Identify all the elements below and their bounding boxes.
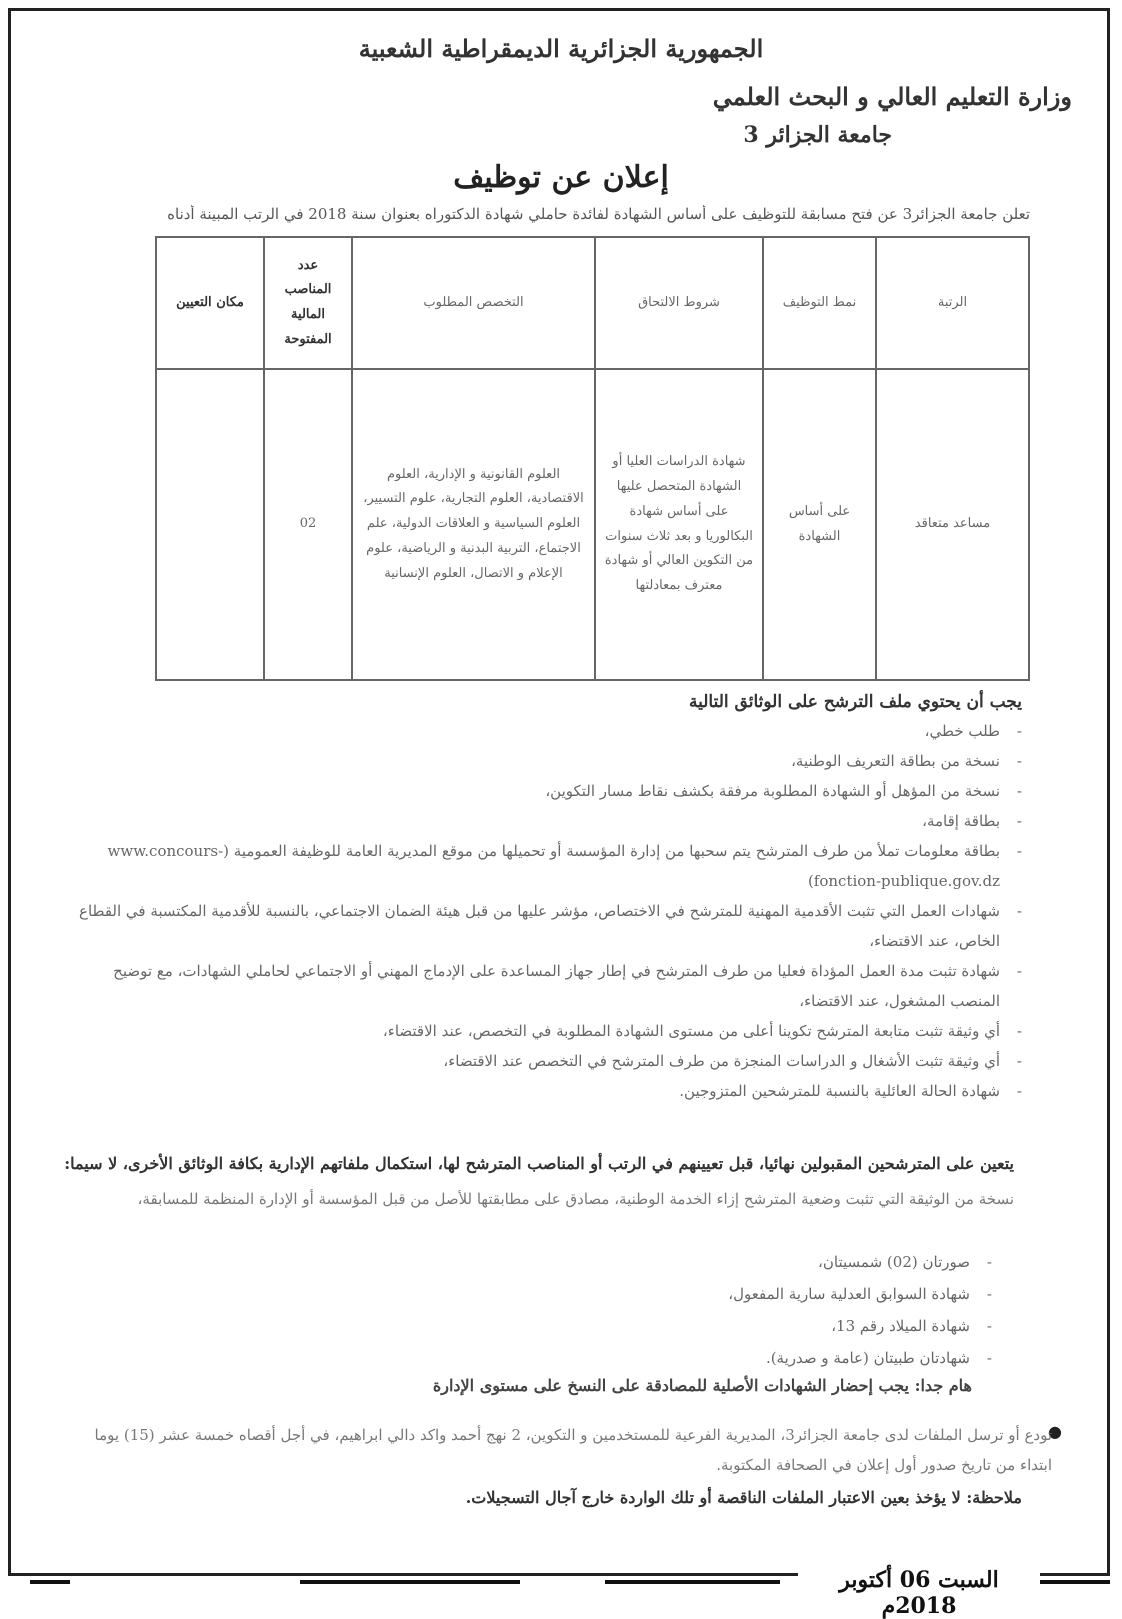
- header-place: مكان التعيين: [156, 237, 264, 369]
- docs-title: يجب أن يحتوي ملف الترشح على الوثائق التالية: [688, 692, 1022, 712]
- header-grade: الرتبة: [876, 237, 1029, 369]
- list-item: - شهادة الحالة العائلية بالنسبة للمترشحين المتزوجين.: [62, 1076, 1022, 1106]
- ministry-heading: وزارة التعليم العالي و البحث العلمي: [712, 82, 1072, 111]
- note-paragraph: ملاحظة: لا يؤخذ بعين الاعتبار الملفات الناقصة أو تلك الواردة خارج آجال التسجيلات.: [465, 1488, 1022, 1507]
- list-item: - بطاقة إقامة،: [62, 806, 1022, 836]
- table-row: [156, 369, 1029, 680]
- header-mode: نمط التوظيف: [763, 237, 876, 369]
- list-item: - صورتان (02) شمسيتان،: [292, 1246, 992, 1278]
- cell-mode: على أساس الشهادة: [763, 369, 876, 680]
- cell-place: [156, 369, 264, 680]
- cell-grade: مساعد متعاقد: [876, 369, 1029, 680]
- cell-conditions: شهادة الدراسات العليا أو الشهادة المتحصل عليها على أساس شهادة البكالوريا و بعد ثلاث سنوات من التكوين العالي أو شهادة معترف بمعادلتها: [595, 369, 763, 680]
- bullet-icon: ●: [1048, 1422, 1062, 1441]
- header-count: عدد المناصب المالية المفتوحة: [264, 237, 352, 369]
- list-item: - نسخة من بطاقة التعريف الوطنية،: [62, 746, 1022, 776]
- docs-list: [62, 716, 1022, 1106]
- list-item: - طلب خطي،: [62, 716, 1022, 746]
- header-conditions: شروط الالتحاق: [595, 237, 763, 369]
- announcement-title: إعلان عن توظيف: [453, 160, 669, 195]
- winners-docs-list: [292, 1246, 992, 1374]
- positions-table: [155, 236, 1030, 681]
- important-notice: هام جدا: يجب إحضار الشهادات الأصلية للمصادقة على النسخ على مستوى الإدارة: [432, 1376, 972, 1395]
- list-item: - نسخة من المؤهل أو الشهادة المطلوبة مرفقة بكشف نقاط مسار التكوين،: [62, 776, 1022, 806]
- footer-rule: [30, 1580, 70, 1584]
- list-item: - أي وثيقة تثبت الأشغال و الدراسات المنجزة من طرف المترشح في التخصص عند الاقتضاء،: [62, 1046, 1022, 1076]
- table-header-row: [156, 237, 1029, 369]
- copy-paragraph: نسخة من الوثيقة التي تثبت وضعية المترشح إزاء الخدمة الوطنية، مصادق على مطابقتها للأصل من قبل المؤسسة أو الإدارة المنظمة للمسابقة،: [137, 1190, 1014, 1208]
- footer-rule: [300, 1580, 520, 1584]
- send-paragraph: تودع أو ترسل الملفات لدى جامعة الجزائر3، المديرية الفرعية للمستخدمين و التكوين، 2 نهج أحمد واكد دالي ابراهيم، في أجل أقصاه خمسة عشر (15) يوما ابتداء من تاريخ صدور أول إعلان في الصحافة المكتوبة.: [94, 1426, 1052, 1474]
- list-item: - شهادتان طبيتان (عامة و صدرية).: [292, 1342, 992, 1374]
- university-heading: جامعة الجزائر 3: [743, 122, 892, 148]
- footer-date: السبت 06 أكتوبر 2018م: [798, 1567, 1040, 1619]
- list-item: - شهادة تثبت مدة العمل المؤداة فعليا من طرف المترشح في إطار جهاز المساعدة على الإدماج المهني أو الاجتماعي لحاملي الشهادات، مع توضيح المنصب المشغول، عند الاقتضاء،: [62, 956, 1022, 1016]
- list-item: - شهادة السوابق العدلية سارية المفعول،: [292, 1278, 992, 1310]
- list-item: - شهادة الميلاد رقم 13،: [292, 1310, 992, 1342]
- list-item: - شهادات العمل التي تثبت الأقدمية المهنية للمترشح في الاختصاص، مؤشر عليها من قبل هيئة الضمان الاجتماعي، بالنسبة للأقدمية المكتسبة في القطاع الخاص، عند الاقتضاء،: [62, 896, 1022, 956]
- footer-rule: [1040, 1580, 1110, 1584]
- cell-specialty: العلوم القانونية و الإدارية، العلوم الاقتصادية، العلوم التجارية، علوم التسيير، العلوم السياسية و العلاقات الدولية، علم الاجتماع، التربية البدنية و الرياضية، علوم الإعلام و الاتصال، العلوم الإنسانية: [352, 369, 595, 680]
- winners-paragraph: يتعين على المترشحين المقبولين نهائيا، قبل تعيينهم في الرتب أو المناصب المترشح لها، استكمال ملفاتهم الإدارية بكافة الوثائق الأخرى، لا سيما:: [64, 1154, 1014, 1173]
- cell-count: 02: [264, 369, 352, 680]
- republic-heading: الجمهورية الجزائرية الديمقراطية الشعبية: [358, 34, 764, 63]
- list-item: - أي وثيقة تثبت متابعة المترشح تكوينا أعلى من مستوى الشهادة المطلوبة في التخصص، عند الاقتضاء،: [62, 1016, 1022, 1046]
- footer-rule: [605, 1580, 780, 1584]
- intro-paragraph: تعلن جامعة الجزائر3 عن فتح مسابقة للتوظيف على أساس الشهادة لفائدة حاملي شهادة الدكتوراه بعنوان سنة 2018 في الرتب المبينة أدناه: [167, 205, 1030, 223]
- list-item: - بطاقة معلومات تملأ من طرف المترشح يتم سحبها من إدارة المؤسسة أو تحميلها من موقع المديرية العامة للوظيفة العمومية (www.concours-fonction-publique.gov.dz): [62, 836, 1022, 896]
- header-specialty: التخصص المطلوب: [352, 237, 595, 369]
